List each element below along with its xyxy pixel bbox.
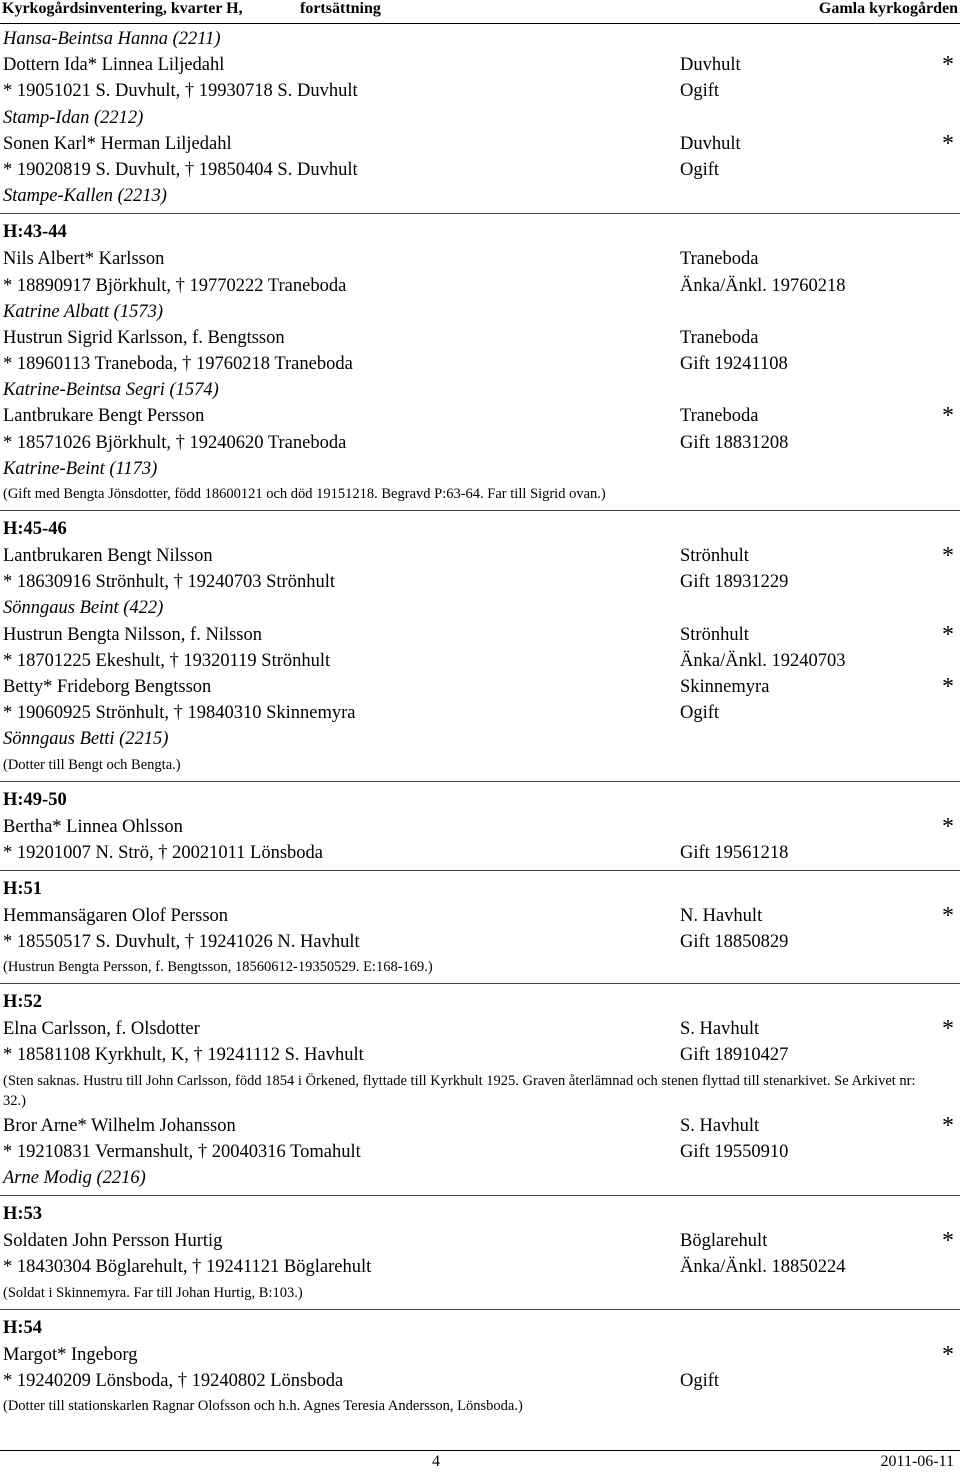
person-entry: Soldaten John Persson Hurtig bbox=[3, 1231, 223, 1252]
person-line bbox=[0, 351, 960, 377]
person-line bbox=[0, 840, 960, 866]
buried-marker: * bbox=[942, 1112, 954, 1139]
person-line bbox=[0, 1139, 960, 1165]
alias-line bbox=[0, 456, 960, 482]
person-entry: * 18550517 S. Duvhult, † 19241026 N. Havhult bbox=[3, 932, 360, 953]
header-cemetery: Gamla kyrkogården bbox=[818, 0, 958, 17]
person-entry: * 18960113 Traneboda, † 19760218 Traneboda bbox=[3, 354, 353, 375]
residence-status: S. Havhult bbox=[680, 1115, 760, 1136]
person-line bbox=[0, 1113, 960, 1139]
person-line bbox=[0, 403, 960, 429]
person-line bbox=[0, 929, 960, 955]
nickname: Arne Modig (2216) bbox=[3, 1168, 146, 1188]
person-entry: Betty* Frideborg Bengtsson bbox=[3, 676, 212, 697]
person-entry: * 18430304 Böglarehult, † 19241121 Böglarehult bbox=[3, 1257, 372, 1278]
residence-status: Ogift bbox=[680, 703, 720, 724]
person-line bbox=[0, 325, 960, 351]
person-line bbox=[0, 814, 960, 840]
residence-status: Strönhult bbox=[680, 546, 749, 566]
grave-section-header bbox=[0, 1310, 960, 1342]
person-line bbox=[0, 273, 960, 299]
alias-line bbox=[0, 726, 960, 752]
alias-line bbox=[0, 299, 960, 325]
nickname: Hansa-Beintsa Hanna (2211) bbox=[3, 29, 221, 49]
header-subtitle: fortsättning bbox=[300, 0, 381, 17]
person-entry: * 18890917 Björkhult, † 19770222 Traneboda bbox=[3, 275, 347, 296]
residence-status: Gift 18931229 bbox=[680, 572, 789, 593]
page-header bbox=[0, 0, 960, 24]
person-line bbox=[0, 543, 960, 569]
grave-section-header bbox=[0, 782, 960, 814]
residence-status: Gift 19550910 bbox=[680, 1141, 789, 1162]
grave-number: H:43-44 bbox=[3, 222, 67, 243]
nickname: Katrine-Beint (1173) bbox=[3, 458, 158, 479]
grave-number: H:49-50 bbox=[3, 789, 67, 810]
grave-section-header bbox=[0, 214, 960, 246]
residence-status: Gift 19561218 bbox=[680, 842, 789, 863]
alias-line bbox=[0, 183, 960, 209]
grave-note: (Sten saknas. Hustru till John Carlsson, född 1854 i Örkened, flyttade till Kyrkhult 1925. Graven återlämnad och stenen flyttad till stenarkivet. Se Arkivet nr: 32.) bbox=[3, 1072, 916, 1109]
buried-marker: * bbox=[942, 52, 954, 79]
buried-marker: * bbox=[942, 902, 954, 929]
person-line bbox=[0, 1254, 960, 1280]
residence-status: Strönhult bbox=[680, 624, 749, 645]
residence-status: Gift 19241108 bbox=[680, 354, 788, 375]
person-line bbox=[0, 1342, 960, 1368]
person-entry: * 18630916 Strönhult, † 19240703 Strönhult bbox=[3, 572, 335, 593]
residence-status: Traneboda bbox=[680, 249, 759, 270]
residence-status: Duvhult bbox=[680, 55, 741, 76]
grave-note: (Dotter till Bengt och Bengta.) bbox=[3, 756, 181, 773]
buried-marker: * bbox=[942, 403, 954, 430]
alias-line bbox=[0, 377, 960, 403]
person-line bbox=[0, 78, 960, 104]
person-entry: Elna Carlsson, f. Olsdotter bbox=[3, 1019, 200, 1040]
residence-status: Änka/Änkl. 19240703 bbox=[680, 650, 846, 671]
residence-status: Ogift bbox=[680, 1370, 720, 1391]
person-line bbox=[0, 903, 960, 929]
person-entry: Bertha* Linnea Ohlsson bbox=[3, 816, 183, 837]
nickname: Sönngaus Betti (2215) bbox=[3, 729, 169, 750]
alias-line bbox=[0, 595, 960, 621]
residence-status: Gift 18831208 bbox=[680, 432, 789, 453]
person-entry: Hustrun Bengta Nilsson, f. Nilsson bbox=[3, 624, 262, 645]
person-entry: * 18701225 Ekeshult, † 19320119 Strönhult bbox=[3, 650, 331, 671]
header-divider bbox=[0, 23, 960, 24]
grave-note: (Soldat i Skinnemyra. Far till Johan Hurtig, B:103.) bbox=[3, 1284, 303, 1301]
person-entry: * 19020819 S. Duvhult, † 19850404 S. Duvhult bbox=[3, 159, 358, 180]
person-entry: * 19201007 N. Strö, † 20021011 Lönsboda bbox=[3, 842, 323, 863]
inventory-content bbox=[0, 26, 960, 1418]
person-line bbox=[0, 1228, 960, 1254]
grave-number: H:54 bbox=[3, 1317, 43, 1338]
person-entry: * 19051021 S. Duvhult, † 19930718 S. Duvhult bbox=[3, 81, 358, 102]
nickname: Katrine-Beintsa Segri (1574) bbox=[3, 380, 219, 401]
nickname: Katrine Albatt (1573) bbox=[3, 301, 163, 322]
person-line bbox=[0, 622, 960, 648]
footer-divider bbox=[0, 1450, 960, 1451]
grave-section-header bbox=[0, 984, 960, 1016]
grave-section-header bbox=[0, 511, 960, 543]
grave-number: H:51 bbox=[3, 878, 43, 899]
residence-status: Ogift bbox=[680, 159, 720, 180]
person-line bbox=[0, 700, 960, 726]
alias-line bbox=[0, 26, 960, 52]
person-line bbox=[0, 131, 960, 157]
person-entry: * 18571026 Björkhult, † 19240620 Traneboda bbox=[3, 432, 347, 453]
residence-status: Böglarehult bbox=[680, 1231, 768, 1252]
residence-status: Traneboda bbox=[680, 327, 759, 348]
grave-section-header bbox=[0, 871, 960, 903]
person-line bbox=[0, 1042, 960, 1068]
person-entry: * 19210831 Vermanshult, † 20040316 Tomahult bbox=[3, 1141, 361, 1162]
person-entry: Margot* Ingeborg bbox=[3, 1344, 138, 1365]
person-entry: Dottern Ida* Linnea Liljedahl bbox=[3, 55, 225, 76]
buried-marker: * bbox=[942, 130, 954, 157]
person-entry: * 18581108 Kyrkhult, K, † 19241112 S. Havhult bbox=[3, 1045, 364, 1066]
nickname: Sönngaus Beint (422) bbox=[3, 598, 164, 619]
footer-date: 2011-06-11 bbox=[880, 1453, 954, 1470]
person-line bbox=[0, 569, 960, 595]
grave-note: (Gift med Bengta Jönsdotter, född 18600121 och död 19151218. Begravd P:63-64. Far till Sigrid ovan.) bbox=[3, 486, 606, 502]
header-title: Kyrkogårdsinventering, kvarter H, bbox=[2, 0, 243, 17]
grave-note: (Dotter till stationskarlen Ragnar Olofsson och h.h. Agnes Teresia Andersson, Lönsboda.) bbox=[3, 1397, 523, 1414]
residence-status: Gift 18850829 bbox=[680, 932, 789, 953]
grave-section-header bbox=[0, 1196, 960, 1228]
buried-marker: * bbox=[942, 1228, 954, 1255]
person-entry: Hustrun Sigrid Karlsson, f. Bengtsson bbox=[3, 327, 285, 348]
nickname: Stamp-Idan (2212) bbox=[3, 107, 144, 128]
person-entry: Lantbrukare Bengt Persson bbox=[3, 406, 205, 427]
buried-marker: * bbox=[942, 673, 954, 700]
residence-status: N. Havhult bbox=[680, 905, 763, 926]
residence-status: Duvhult bbox=[680, 133, 741, 154]
person-line bbox=[0, 157, 960, 183]
grave-number: H:53 bbox=[3, 1204, 43, 1225]
person-entry: Lantbrukaren Bengt Nilsson bbox=[3, 546, 213, 566]
person-line bbox=[0, 430, 960, 456]
residence-status: S. Havhult bbox=[680, 1019, 760, 1040]
residence-status: Traneboda bbox=[680, 406, 759, 427]
person-entry: Bror Arne* Wilhelm Johansson bbox=[3, 1115, 236, 1136]
residence-status: Änka/Änkl. 18850224 bbox=[680, 1257, 846, 1278]
residence-status: Gift 18910427 bbox=[680, 1045, 789, 1066]
person-line bbox=[0, 674, 960, 700]
person-entry: Sonen Karl* Herman Liljedahl bbox=[3, 133, 232, 154]
person-line bbox=[0, 52, 960, 78]
buried-marker: * bbox=[942, 1341, 954, 1368]
buried-marker: * bbox=[942, 543, 954, 569]
grave-number: H:52 bbox=[3, 992, 43, 1013]
person-entry: Nils Albert* Karlsson bbox=[3, 249, 165, 270]
person-line bbox=[0, 1016, 960, 1042]
person-line bbox=[0, 1368, 960, 1394]
person-line bbox=[0, 648, 960, 674]
page-footer bbox=[0, 1453, 960, 1475]
nickname: Stampe-Kallen (2213) bbox=[3, 186, 167, 207]
residence-status: Änka/Änkl. 19760218 bbox=[680, 275, 846, 296]
grave-number: H:45-46 bbox=[3, 519, 67, 539]
buried-marker: * bbox=[942, 813, 954, 840]
alias-line bbox=[0, 105, 960, 131]
person-entry: Hemmansägaren Olof Persson bbox=[3, 905, 229, 926]
alias-line bbox=[0, 1165, 960, 1191]
page-number: 4 bbox=[432, 1453, 440, 1470]
person-entry: * 19060925 Strönhult, † 19840310 Skinnemyra bbox=[3, 703, 356, 724]
buried-marker: * bbox=[942, 621, 954, 648]
person-entry: * 19240209 Lönsboda, † 19240802 Lönsboda bbox=[3, 1370, 344, 1391]
residence-status: Ogift bbox=[680, 81, 720, 102]
buried-marker: * bbox=[942, 1016, 954, 1043]
grave-note: (Hustrun Bengta Persson, f. Bengtsson, 18560612-19350529. E:168-169.) bbox=[3, 959, 433, 976]
residence-status: Skinnemyra bbox=[680, 676, 770, 697]
person-line bbox=[0, 246, 960, 272]
